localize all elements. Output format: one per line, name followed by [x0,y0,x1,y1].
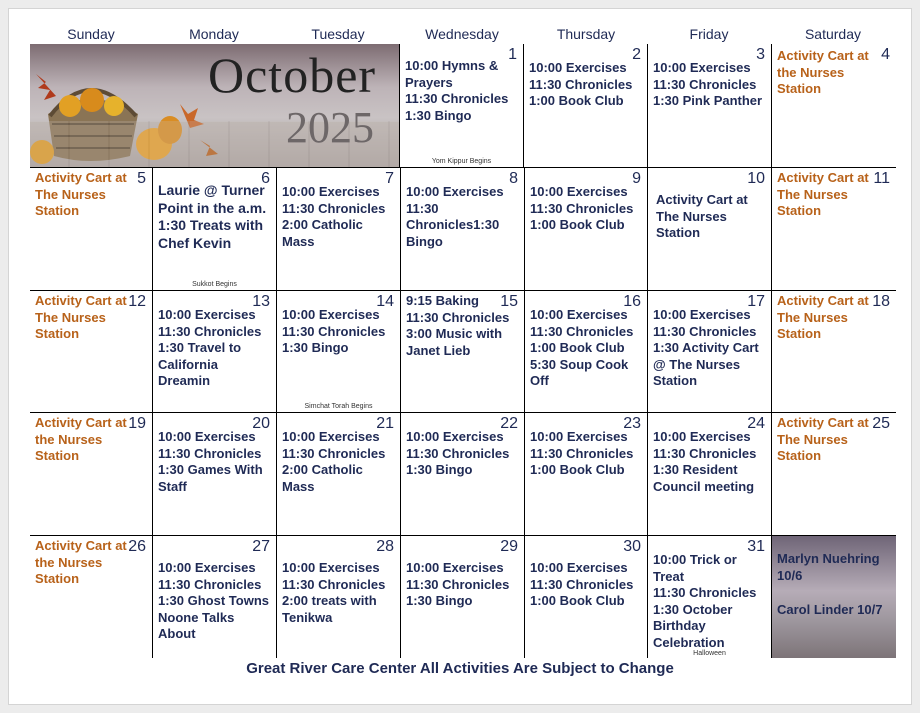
day-cell-25 [772,413,896,536]
event-line: 5:30 Soup Cook [530,356,629,372]
event-line: 10:00 Exercises [158,560,256,575]
birthday-line: Carol Linder 10/7 [777,602,883,617]
event-line: Dreamin [158,373,211,388]
day-events [158,429,270,495]
event-line: 11:30 Chronicles [158,445,262,461]
day-number: 31 [747,538,765,555]
day-cell-10 [648,168,772,291]
event-line: Mass [282,478,315,494]
day-cell-12 [30,291,153,413]
day-cell-28 [277,536,401,658]
event-line: 10:00 Exercises [530,184,628,199]
day-header-monday: Monday [189,26,239,42]
event-line: Station [777,81,822,96]
event-line: 1:00 Book Club [530,340,625,355]
day-cell-20 [153,413,277,536]
event-line: @ The Nurses [653,356,741,372]
event-line: the Nurses [35,431,103,447]
event-line: The Nurses [777,186,848,202]
day-number: 13 [252,293,270,310]
event-line: 11:30 Chronicles [530,323,634,339]
day-number: 29 [500,538,518,555]
event-line: 10:00 Exercises [406,184,504,199]
event-line: 2:00 Catholic [282,217,363,232]
event-line: 1:30 Pink Panther [653,93,763,108]
day-cell-14 [277,291,401,413]
day-number: 17 [747,293,765,310]
day-number: 9 [632,170,641,187]
day-cell-18 [772,291,896,413]
day-cell-16 [525,291,648,413]
event-line: Point in the a.m. [158,199,267,216]
day-events [406,184,518,250]
day-events [35,538,146,588]
birthday-cell [772,536,896,658]
event-line: 10:00 Exercises [406,429,504,444]
event-line: Station [35,571,80,586]
day-number: 5 [137,170,146,187]
day-number: 23 [623,415,641,432]
event-line: The Nurses [35,186,106,202]
event-line: Activity Cart at [777,293,869,308]
day-cell-13 [153,291,277,413]
event-line: Chronicles1:30 [406,217,500,232]
event-line: 10:00 Exercises [530,560,628,575]
day-number: 19 [128,415,146,432]
event-line: 10:00 Exercises [282,560,380,575]
event-line: 1:30 Activity Cart [653,340,759,355]
event-line: Laurie @ Turner [158,182,265,198]
day-cell-8 [401,168,525,291]
day-number: 10 [747,170,765,187]
day-events [653,552,765,651]
event-line: 11:30 Chronicles [653,585,757,600]
day-cell-22 [401,413,525,536]
event-line: The Nurses [656,208,727,224]
day-number: 26 [128,538,146,555]
holiday-note: Simchat Torah Begins [304,403,373,410]
month-title: October [208,47,377,103]
event-line: Council meeting [653,478,755,494]
day-cell-19 [30,413,153,536]
day-events [282,429,394,495]
month-banner [30,44,400,168]
day-events [530,429,641,479]
day-cell-29 [401,536,525,658]
event-line: 10:00 Exercises [282,307,380,322]
day-cell-17 [648,291,772,413]
birthday-list [777,550,892,618]
event-line: 10:00 Exercises [530,429,628,444]
event-line: Station [777,203,822,218]
event-line: Activity Cart at [777,170,869,185]
event-line: 11:30 Chronicles [653,445,757,461]
event-line: 11:30 Chronicles [282,200,386,216]
day-number: 3 [756,46,765,63]
day-events [158,182,270,252]
day-cell-1 [400,44,524,168]
event-line: Noone Talks [158,609,235,625]
day-events [530,560,641,610]
event-line: 11:30 Chronicles [406,576,510,592]
day-cell-27 [153,536,277,658]
event-line: Staff [158,478,187,494]
day-events [406,293,518,359]
event-line: 1:30 Travel to [158,340,242,355]
event-line: 11:30 Chronicles [406,309,510,325]
day-events [777,415,890,465]
event-line: Celebration [653,634,725,650]
day-header-wednesday: Wednesday [425,26,499,42]
day-number: 4 [881,46,890,63]
birthday-line: 10/6 [777,568,803,583]
day-cell-4 [772,44,896,168]
event-line: Prayers [405,74,453,90]
day-number: 7 [385,170,394,187]
day-events [406,560,518,610]
day-header-sunday: Sunday [67,26,115,42]
event-line: 1:30 Ghost Towns [158,593,269,608]
event-line: Activity Cart at [35,415,127,430]
event-line: Activity Cart at [777,415,869,430]
event-line: 11:30 Chronicles [282,323,386,339]
day-events [406,429,518,479]
event-line: Station [777,326,822,341]
event-line: 1:30 Bingo [406,593,473,608]
event-line: California [158,356,218,372]
event-line: 11:30 Chronicles [158,323,262,339]
event-line: 11:30 Chronicles [405,91,509,106]
event-line: The Nurses [35,309,106,325]
event-line: 9:15 Baking [406,293,479,308]
day-events [777,293,890,343]
day-events [282,560,394,626]
event-line: 10:00 Exercises [653,60,751,75]
day-number: 12 [128,293,146,310]
event-line: 10:00 Exercises [529,60,627,75]
event-line: 10:00 Exercises [282,184,380,199]
day-number: 14 [376,293,394,310]
day-number: 8 [509,170,518,187]
day-cell-21 [277,413,401,536]
event-line: 10:00 Exercises [158,429,256,444]
event-line: Station [35,203,80,218]
day-number: 30 [623,538,641,555]
event-line: Treat [653,568,685,584]
event-line: 11:30 [406,200,439,216]
event-line: Activity Cart at [777,48,869,63]
birthday-line [777,584,892,601]
event-line: 10:00 Exercises [530,307,628,322]
event-line: The Nurses [777,431,848,447]
event-line: 1:00 Book Club [530,462,625,477]
day-number: 28 [376,538,394,555]
event-line: 11:30 Chronicles [406,445,510,461]
event-line: 1:30 October [653,601,733,617]
day-events [158,307,270,390]
event-line: 10:00 Trick or [653,552,737,567]
day-number: 6 [261,170,270,187]
event-line: 1:30 Bingo [406,462,473,477]
day-number: 21 [376,415,394,432]
event-line: 10:00 Hymns & [405,58,499,73]
event-line: 11:30 Chronicles [158,576,262,592]
event-line: the Nurses [35,554,103,570]
event-line: 1:00 Book Club [529,93,624,108]
day-events [35,415,146,465]
day-events [282,307,394,357]
holiday-note: Sukkot Begins [192,281,237,288]
day-cell-30 [525,536,648,658]
day-cell-31 [648,536,772,658]
day-number: 27 [252,538,270,555]
event-line: 10:00 Exercises [653,307,751,322]
event-line: 1:30 Resident [653,462,738,477]
day-events [653,429,765,495]
day-events [530,307,641,390]
day-events [282,184,394,250]
event-line: Station [656,225,701,240]
event-line: Bingo [406,233,443,249]
day-number: 2 [632,46,641,63]
event-line: 10:00 Exercises [653,429,751,444]
day-cell-3 [648,44,772,168]
day-cell-24 [648,413,772,536]
event-line: Station [35,448,80,463]
event-line: 11:30 Chronicles [530,200,634,216]
event-line: 11:30 Chronicles [530,445,634,461]
event-line: 11:30 Chronicles [282,445,386,461]
day-cell-5 [30,168,153,291]
day-cell-15 [401,291,525,413]
birthday-line: Marlyn Nuehring [777,551,880,566]
event-line: 10:00 Exercises [282,429,380,444]
event-line: Chef Kevin [158,234,232,251]
event-line: Station [653,373,698,388]
day-events [530,184,641,234]
day-cell-23 [525,413,648,536]
event-line: Station [35,326,80,341]
event-line: Mass [282,233,315,249]
day-number: 15 [500,293,518,310]
event-line: 1:30 Games With [158,462,263,477]
event-line: Activity Cart at [656,192,748,207]
day-events [405,58,517,124]
day-events [653,307,765,390]
holiday-note: Yom Kippur Begins [431,158,492,165]
footer-note: Great River Care Center All Activities Are Subject to Change [246,660,674,677]
event-line: Off [530,373,549,388]
day-cell-9 [525,168,648,291]
event-line: 11:30 Chronicles [653,323,757,339]
event-line: The Nurses [777,309,848,325]
day-cell-26 [30,536,153,658]
day-header-friday: Friday [689,26,729,42]
event-line: 1:30 Bingo [282,340,349,355]
event-line: About [158,626,196,641]
event-line: the Nurses [777,64,845,80]
event-line: Activity Cart at [35,538,127,553]
day-number: 18 [872,293,890,310]
event-line: 1:00 Book Club [530,593,625,608]
day-cell-11 [772,168,896,291]
event-line: Station [777,448,822,463]
event-line: 11:30 Chronicles [530,576,634,592]
event-line: 11:30 Chronicles [282,576,386,592]
event-line: Activity Cart at [35,293,127,308]
day-number: 11 [873,170,890,187]
day-events [777,48,890,98]
day-number: 25 [872,415,890,432]
event-line: Birthday [653,618,706,633]
holiday-note: Halloween [693,650,726,657]
day-cell-7 [277,168,401,291]
event-line: 10:00 Exercises [158,307,256,322]
event-line: 2:00 treats with [282,593,377,608]
event-line: 3:00 Music with [406,326,503,341]
day-cell-6 [153,168,277,291]
day-number: 24 [747,415,765,432]
day-header-tuesday: Tuesday [311,26,365,42]
day-number: 20 [252,415,270,432]
day-number: 16 [623,293,641,310]
day-events [656,192,765,242]
day-events [158,560,270,643]
event-line: 11:30 Chronicles [653,76,757,92]
year-title: 2025 [286,103,374,152]
event-line: Activity Cart at [35,170,127,185]
day-events [777,170,890,220]
day-events [653,60,765,110]
event-line: 1:00 Book Club [530,217,625,232]
day-header-saturday: Saturday [804,26,862,42]
event-line: 1:30 Bingo [405,107,472,123]
event-line: 2:00 Catholic [282,462,363,477]
day-number: 1 [508,46,517,63]
day-events [529,60,641,110]
event-line: 11:30 Chronicles [529,76,633,92]
day-events [35,293,146,343]
day-header-thursday: Thursday [556,26,616,42]
event-line: Tenikwa [282,609,333,625]
event-line: 1:30 Treats with [158,217,264,233]
event-line: 10:00 Exercises [406,560,504,575]
event-line: Janet Lieb [406,342,471,358]
day-events [35,170,146,220]
day-cell-2 [524,44,648,168]
day-number: 22 [500,415,518,432]
